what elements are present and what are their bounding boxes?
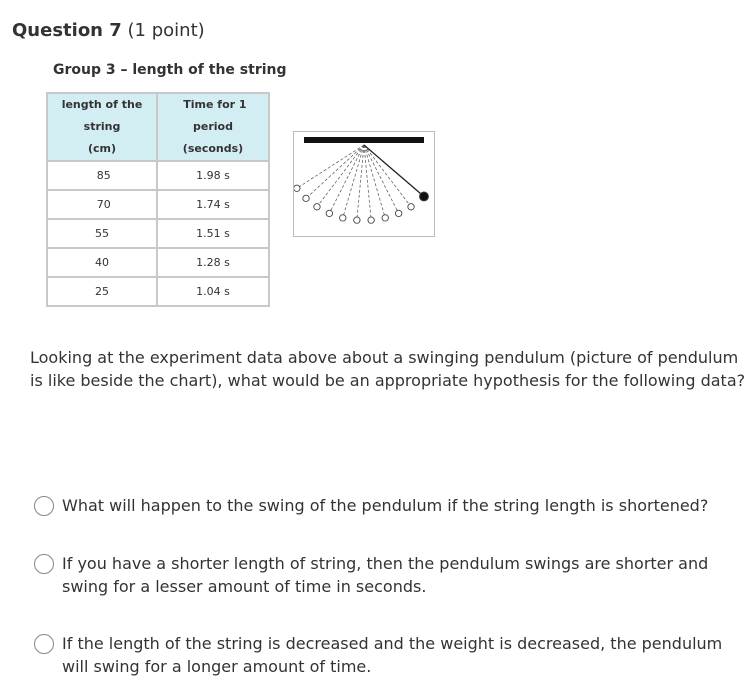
cell-time: 1.04 s [157, 277, 269, 306]
pendulum-string [297, 145, 364, 188]
pendulum-bob-ghost [314, 204, 320, 210]
pendulum-string [364, 145, 411, 207]
answer-option-1[interactable] [34, 494, 748, 517]
answer-option-2[interactable] [34, 552, 748, 598]
cell-time: 1.98 s [157, 161, 269, 190]
cell-length: 85 [47, 161, 157, 190]
column-header-length [47, 93, 157, 161]
pendulum-bob-ghost [326, 210, 332, 216]
pendulum-bob-ghost [354, 217, 360, 223]
pendulum-string [317, 145, 364, 207]
pendulum-bob-ghost [303, 195, 309, 201]
table-row [47, 190, 269, 219]
cell-time: 1.51 s [157, 219, 269, 248]
pendulum-ceiling-bar [304, 137, 424, 143]
radio-button-option-2[interactable] [34, 554, 54, 574]
answer-option-1-label[interactable]: What will happen to the swing of the pendulum if the string length is shortened? [62, 496, 709, 515]
pendulum-bob-ghost [395, 210, 401, 216]
cell-time: 1.28 s [157, 248, 269, 277]
column-header-time-line2: (seconds) [182, 142, 244, 155]
pendulum-string [306, 145, 364, 198]
answer-option-2-label[interactable]: If you have a shorter length of string, then the pendulum swings are shorter and swing for a lesser amount of time in seconds. [62, 554, 709, 596]
cell-length: 55 [47, 219, 157, 248]
table-header-row [47, 93, 269, 161]
question-points: (1 point) [127, 20, 205, 41]
pendulum-bob-ghost [408, 204, 414, 210]
pendulum-bob-ghost [368, 217, 374, 223]
column-header-length-line2: (cm) [87, 142, 117, 155]
question-number: Question 7 [12, 20, 122, 41]
table-row [47, 219, 269, 248]
question-prompt: Looking at the experiment data above about a swinging pendulum (picture of pendulum is like beside the chart), what would be an appropriate hypothesis for the following data? [30, 348, 746, 390]
pendulum-string [364, 145, 424, 196]
table-row [47, 248, 269, 277]
column-header-time-line1: Time for 1 period [179, 98, 247, 133]
column-header-time [157, 93, 269, 161]
answer-option-3[interactable] [34, 632, 748, 678]
pendulum-image [293, 131, 435, 237]
table-title: Group 3 – length of the string [53, 62, 287, 78]
table-row [47, 277, 269, 306]
radio-button-option-1[interactable] [34, 496, 54, 516]
pendulum-diagram [294, 132, 434, 236]
pendulum-bob-ghost [382, 215, 388, 221]
data-table [46, 92, 270, 307]
column-header-length-line1: length of the string [61, 98, 143, 133]
cell-length: 70 [47, 190, 157, 219]
cell-length: 40 [47, 248, 157, 277]
pendulum-bob-ghost [340, 215, 346, 221]
question-header [12, 20, 205, 41]
pendulum-bob-ghost [294, 185, 300, 191]
pendulum-bob [419, 192, 428, 201]
radio-button-option-3[interactable] [34, 634, 54, 654]
cell-length: 25 [47, 277, 157, 306]
table-row [47, 161, 269, 190]
cell-time: 1.74 s [157, 190, 269, 219]
answer-option-3-label[interactable]: If the length of the string is decreased and the weight is decreased, the pendulum will swing for a longer amount of time. [62, 634, 723, 676]
